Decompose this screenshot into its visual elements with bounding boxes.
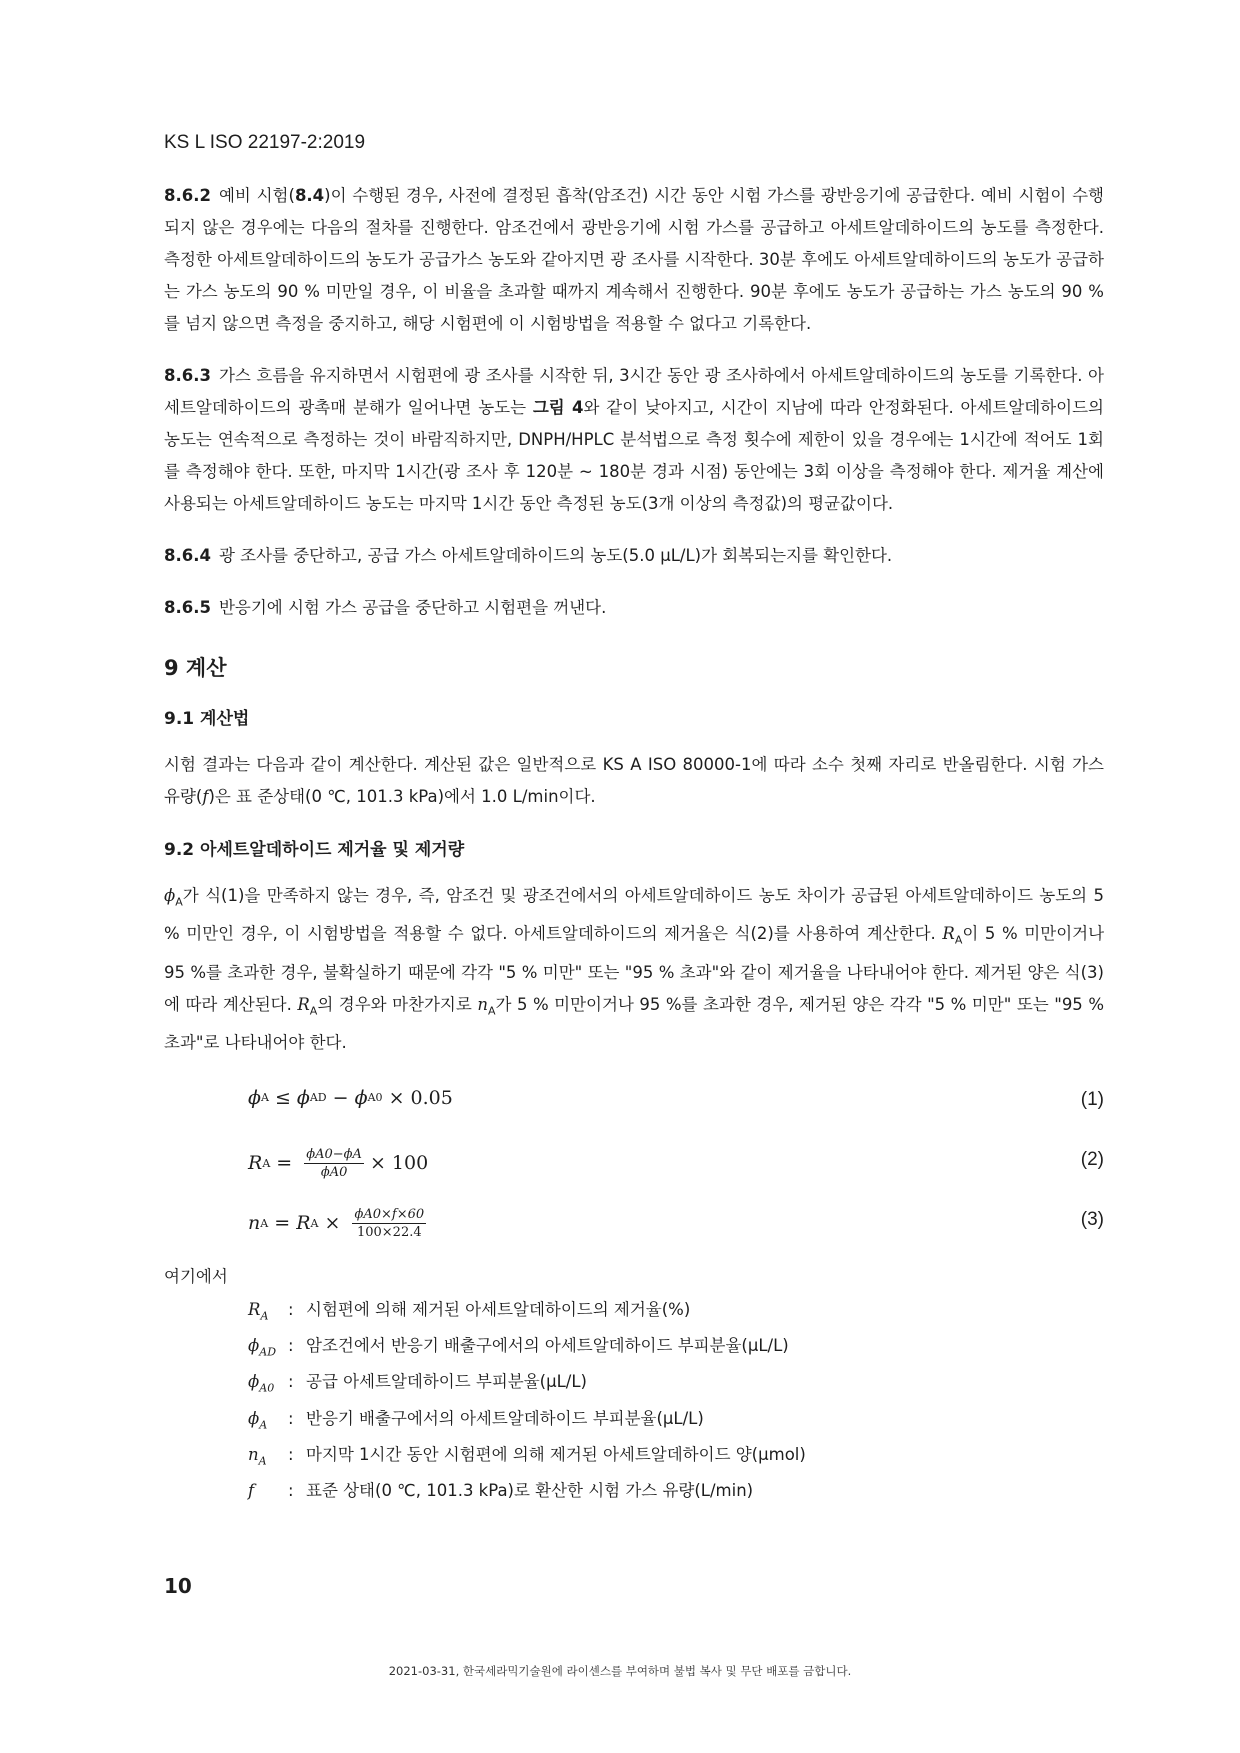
- clause-number: 8.6.4: [164, 546, 211, 565]
- fraction-denominator: ϕA0: [320, 1164, 348, 1180]
- subscript: A: [309, 1003, 318, 1017]
- def-symbol: $\phi_A$: [248, 1408, 268, 1432]
- clause-text: 가 식(1)을 만족하지 않는 경우, 즉, 암조건 및 광조건에서의 아세트알데하이드 농도 차이가 공급된 아세트알데하이드 농도의 5 % 미만인 경우, 이 시험방법을 적용할 수 없다. 아세트알데하이드의 제거율은 식(2)를 사용하여 계산한다.: [164, 886, 1104, 944]
- def-separator: :: [288, 1481, 294, 1501]
- def-separator: :: [288, 1336, 294, 1356]
- eq-symbol: R: [248, 1152, 263, 1175]
- clause-text: 가 5 % 미만이거나 95 %를 초과한 경우, 제거된 양은 각각 "5 % 미만" 또는 "95 % 초과"로 나타내어야 한다.: [164, 994, 1105, 1052]
- def-symbol: f: [248, 1481, 255, 1501]
- clause-ref: 8.4: [294, 186, 325, 205]
- eq-operator: ×: [318, 1212, 347, 1235]
- eq-operator: =: [270, 1152, 299, 1175]
- eq-fraction: [304, 1147, 364, 1180]
- eq-symbol: R: [296, 1212, 311, 1235]
- def-text: 암조건에서 반응기 배출구에서의 아세트알데하이드 부피분율(µL/L): [306, 1336, 789, 1356]
- definition-row: [248, 1331, 1104, 1367]
- clause-number: 8.6.3: [164, 366, 211, 385]
- def-separator: :: [288, 1408, 294, 1428]
- symbol-n: n: [477, 994, 488, 1014]
- def-symbol: $R_A$: [248, 1299, 269, 1323]
- symbol-definitions: [248, 1295, 1104, 1513]
- clause-text: )이 수행된 경우, 사전에 결정된 흡착(암조건) 시간 동안 시험 가스를 광반응기에 공급한다. 예비 시험이 수행되지 않은 경우에는 다음의 절차를 진행한다. 암조건에서 광반응기에 시험 가스를 공급하고 아세트알데하이드의 농도를 측정한다. 측정한 아세트알데하이드의 농도가 공급가스 농도와 같아지면 광 조사를 시작한다. 30분 후에도 아세트알데하이드의 농도가 공급하는 가스 농도의 90 % 미만일 경우, 이 비율을 초과할 때까지 계속해서 진행한다. 90분 후에도 농도가 공급하는 가스 농도의 90 %를 넘지 않으면 측정을 중지하고, 해당 시험편에 이 시험방법을 적용할 수 없다고 기록한다.: [164, 186, 1104, 333]
- clause-8-6-2: [164, 180, 1104, 340]
- symbol-r: R: [297, 994, 310, 1014]
- definition-row: [248, 1367, 1104, 1403]
- clause-text: 이 5 % 미만이거나 95 %를 초과한 경우, 불확실하기 때문에 각각 "5 % 미만" 또는 "95 % 초과"와 같이 제거율을 나타내어야 한다. 제거된 양은 식(3)에 따라 계산된다.: [164, 924, 1105, 1014]
- eq-symbol: ϕ: [354, 1086, 368, 1109]
- where-label: 여기에서: [164, 1266, 228, 1286]
- definition-row: [248, 1440, 1104, 1476]
- eq-subscript: A: [260, 1216, 269, 1230]
- def-separator: :: [288, 1299, 294, 1319]
- section-9-2-heading: 9.2 아세트알데하이드 제거율 및 제거량: [164, 840, 465, 860]
- clause-8-6-4: [164, 540, 1104, 572]
- subscript: A: [487, 1003, 496, 1017]
- clause-text: 가스 흐름을 유지하면서 시험편에 광 조사를 시작한 뒤, 3시간 동안 광 조사하에서 아세트알데하이드의 농도를 기록한다. 아세트알데하이드의 광촉매 분해가 일어나면 농도는: [164, 366, 1104, 417]
- eq-subscript: A: [260, 1091, 269, 1105]
- eq-symbol: ϕ: [248, 1086, 261, 1109]
- def-text: 반응기 배출구에서의 아세트알데하이드 부피분율(µL/L): [306, 1408, 704, 1428]
- eq-operator: ≤: [268, 1086, 297, 1109]
- eq-term: × 0.05: [382, 1086, 453, 1109]
- clause-9-1-text: [164, 749, 1104, 813]
- figure-ref: 그림 4: [532, 398, 584, 417]
- equation-number: (1): [1080, 1088, 1104, 1110]
- definition-row: [248, 1295, 1104, 1331]
- eq-subscript: A: [310, 1216, 319, 1230]
- eq-operator: −: [326, 1086, 355, 1109]
- clause-text: )은 표 준상태(0 ℃, 101.3 kPa)에서 1.0 L/min이다.: [208, 787, 596, 806]
- eq-symbol: n: [248, 1212, 261, 1235]
- def-text: 시험편에 의해 제거된 아세트알데하이드의 제거율(%): [306, 1299, 691, 1319]
- eq-operator: =: [268, 1212, 297, 1235]
- symbol-phi: ϕ: [164, 886, 176, 905]
- section-9-1-heading: 9.1 계산법: [164, 709, 250, 729]
- equation-2: [164, 1139, 1104, 1199]
- symbol-f: f: [202, 787, 209, 806]
- eq-term: × 100: [369, 1152, 429, 1175]
- equation-expression: [248, 1087, 453, 1109]
- def-text: 공급 아세트알데하이드 부피분율(µL/L): [306, 1372, 587, 1392]
- equation-1: [164, 1079, 1104, 1139]
- def-text: 표준 상태(0 ℃, 101.3 kPa)로 환산한 시험 가스 유량(L/min): [306, 1481, 754, 1501]
- def-symbol: $n_A$: [248, 1445, 267, 1468]
- def-separator: :: [288, 1372, 294, 1392]
- eq-subscript: AD: [309, 1091, 327, 1105]
- equation-3: [164, 1199, 1104, 1259]
- equation-expression: [248, 1207, 432, 1240]
- eq-symbol: ϕ: [296, 1086, 310, 1109]
- clause-9-2-text: [164, 880, 1104, 1059]
- license-footer: 2021-03-31, 한국세라믹기술원에 라이센스를 부여하며 불법 복사 및 무단 배포를 금합니다.: [388, 1664, 852, 1678]
- eq-subscript: A: [262, 1156, 271, 1170]
- clause-8-6-5: [164, 592, 1104, 624]
- clause-text: 시험 결과는 다음과 같이 계산한다. 계산된 값은 일반적으로 KS A ISO 80000-1에 따라 소수 첫째 자리로 반올림한다. 시험 가스 유량(: [164, 755, 1104, 806]
- def-separator: :: [288, 1445, 294, 1465]
- eq-fraction: [352, 1207, 426, 1240]
- symbol-r: R: [942, 924, 955, 944]
- fraction-numerator: ϕA0−ϕA: [306, 1146, 362, 1162]
- def-text: 마지막 1시간 동안 시험편에 의해 제거된 아세트알데하이드 양(µmol): [306, 1445, 806, 1465]
- subscript: A: [175, 895, 183, 909]
- subscript: A: [954, 933, 963, 947]
- def-symbol: $\phi_{AD}$: [248, 1336, 277, 1359]
- equation-number: (2): [1080, 1148, 1104, 1170]
- clause-number: 8.6.5: [164, 598, 211, 617]
- fraction-denominator: 100×22.4: [356, 1224, 422, 1240]
- definition-row: [248, 1476, 1104, 1512]
- page-number: 10: [164, 1574, 192, 1598]
- clause-number: 8.6.2: [164, 186, 211, 205]
- clause-text: 와 같이 낮아지고, 시간이 지남에 따라 안정화된다. 아세트알데하이드의 농도는 연속적으로 측정하는 것이 바람직하지만, DNPH/HPLC 분석법으로 측정 횟수에 제한이 있을 경우에는 1시간에 적어도 1회를 측정해야 한다. 또한, 마지막 1시간(광 조사 후 120분 ~ 180분 경과 시점) 동안에는 3회 이상을 측정해야 한다. 제거율 계산에 사용되는 아세트알데하이드 농도는 마지막 1시간 동안 측정된 농도(3개 이상의 측정값)의 평균값이다.: [164, 398, 1104, 513]
- fraction-numerator: ϕA0×f×60: [354, 1206, 425, 1222]
- clause-text: 반응기에 시험 가스 공급을 중단하고 시험편을 꺼낸다.: [218, 598, 607, 617]
- clause-8-6-3: [164, 360, 1104, 520]
- section-9-heading: 9 계산: [164, 656, 227, 680]
- document-id: KS L ISO 22197-2:2019: [164, 132, 366, 153]
- equation-number: (3): [1080, 1208, 1104, 1230]
- clause-text: 의 경우와 마찬가지로: [317, 994, 478, 1014]
- clause-text: 예비 시험(: [218, 186, 295, 205]
- definition-row: [248, 1404, 1104, 1440]
- def-symbol: $\phi_{A0}$: [248, 1372, 275, 1395]
- equation-expression: [248, 1147, 428, 1180]
- page-content: [164, 180, 1104, 1513]
- clause-text: 광 조사를 중단하고, 공급 가스 아세트알데하이드의 농도(5.0 µL/L)가 회복되는지를 확인한다.: [218, 546, 893, 565]
- eq-subscript: A0: [367, 1091, 383, 1105]
